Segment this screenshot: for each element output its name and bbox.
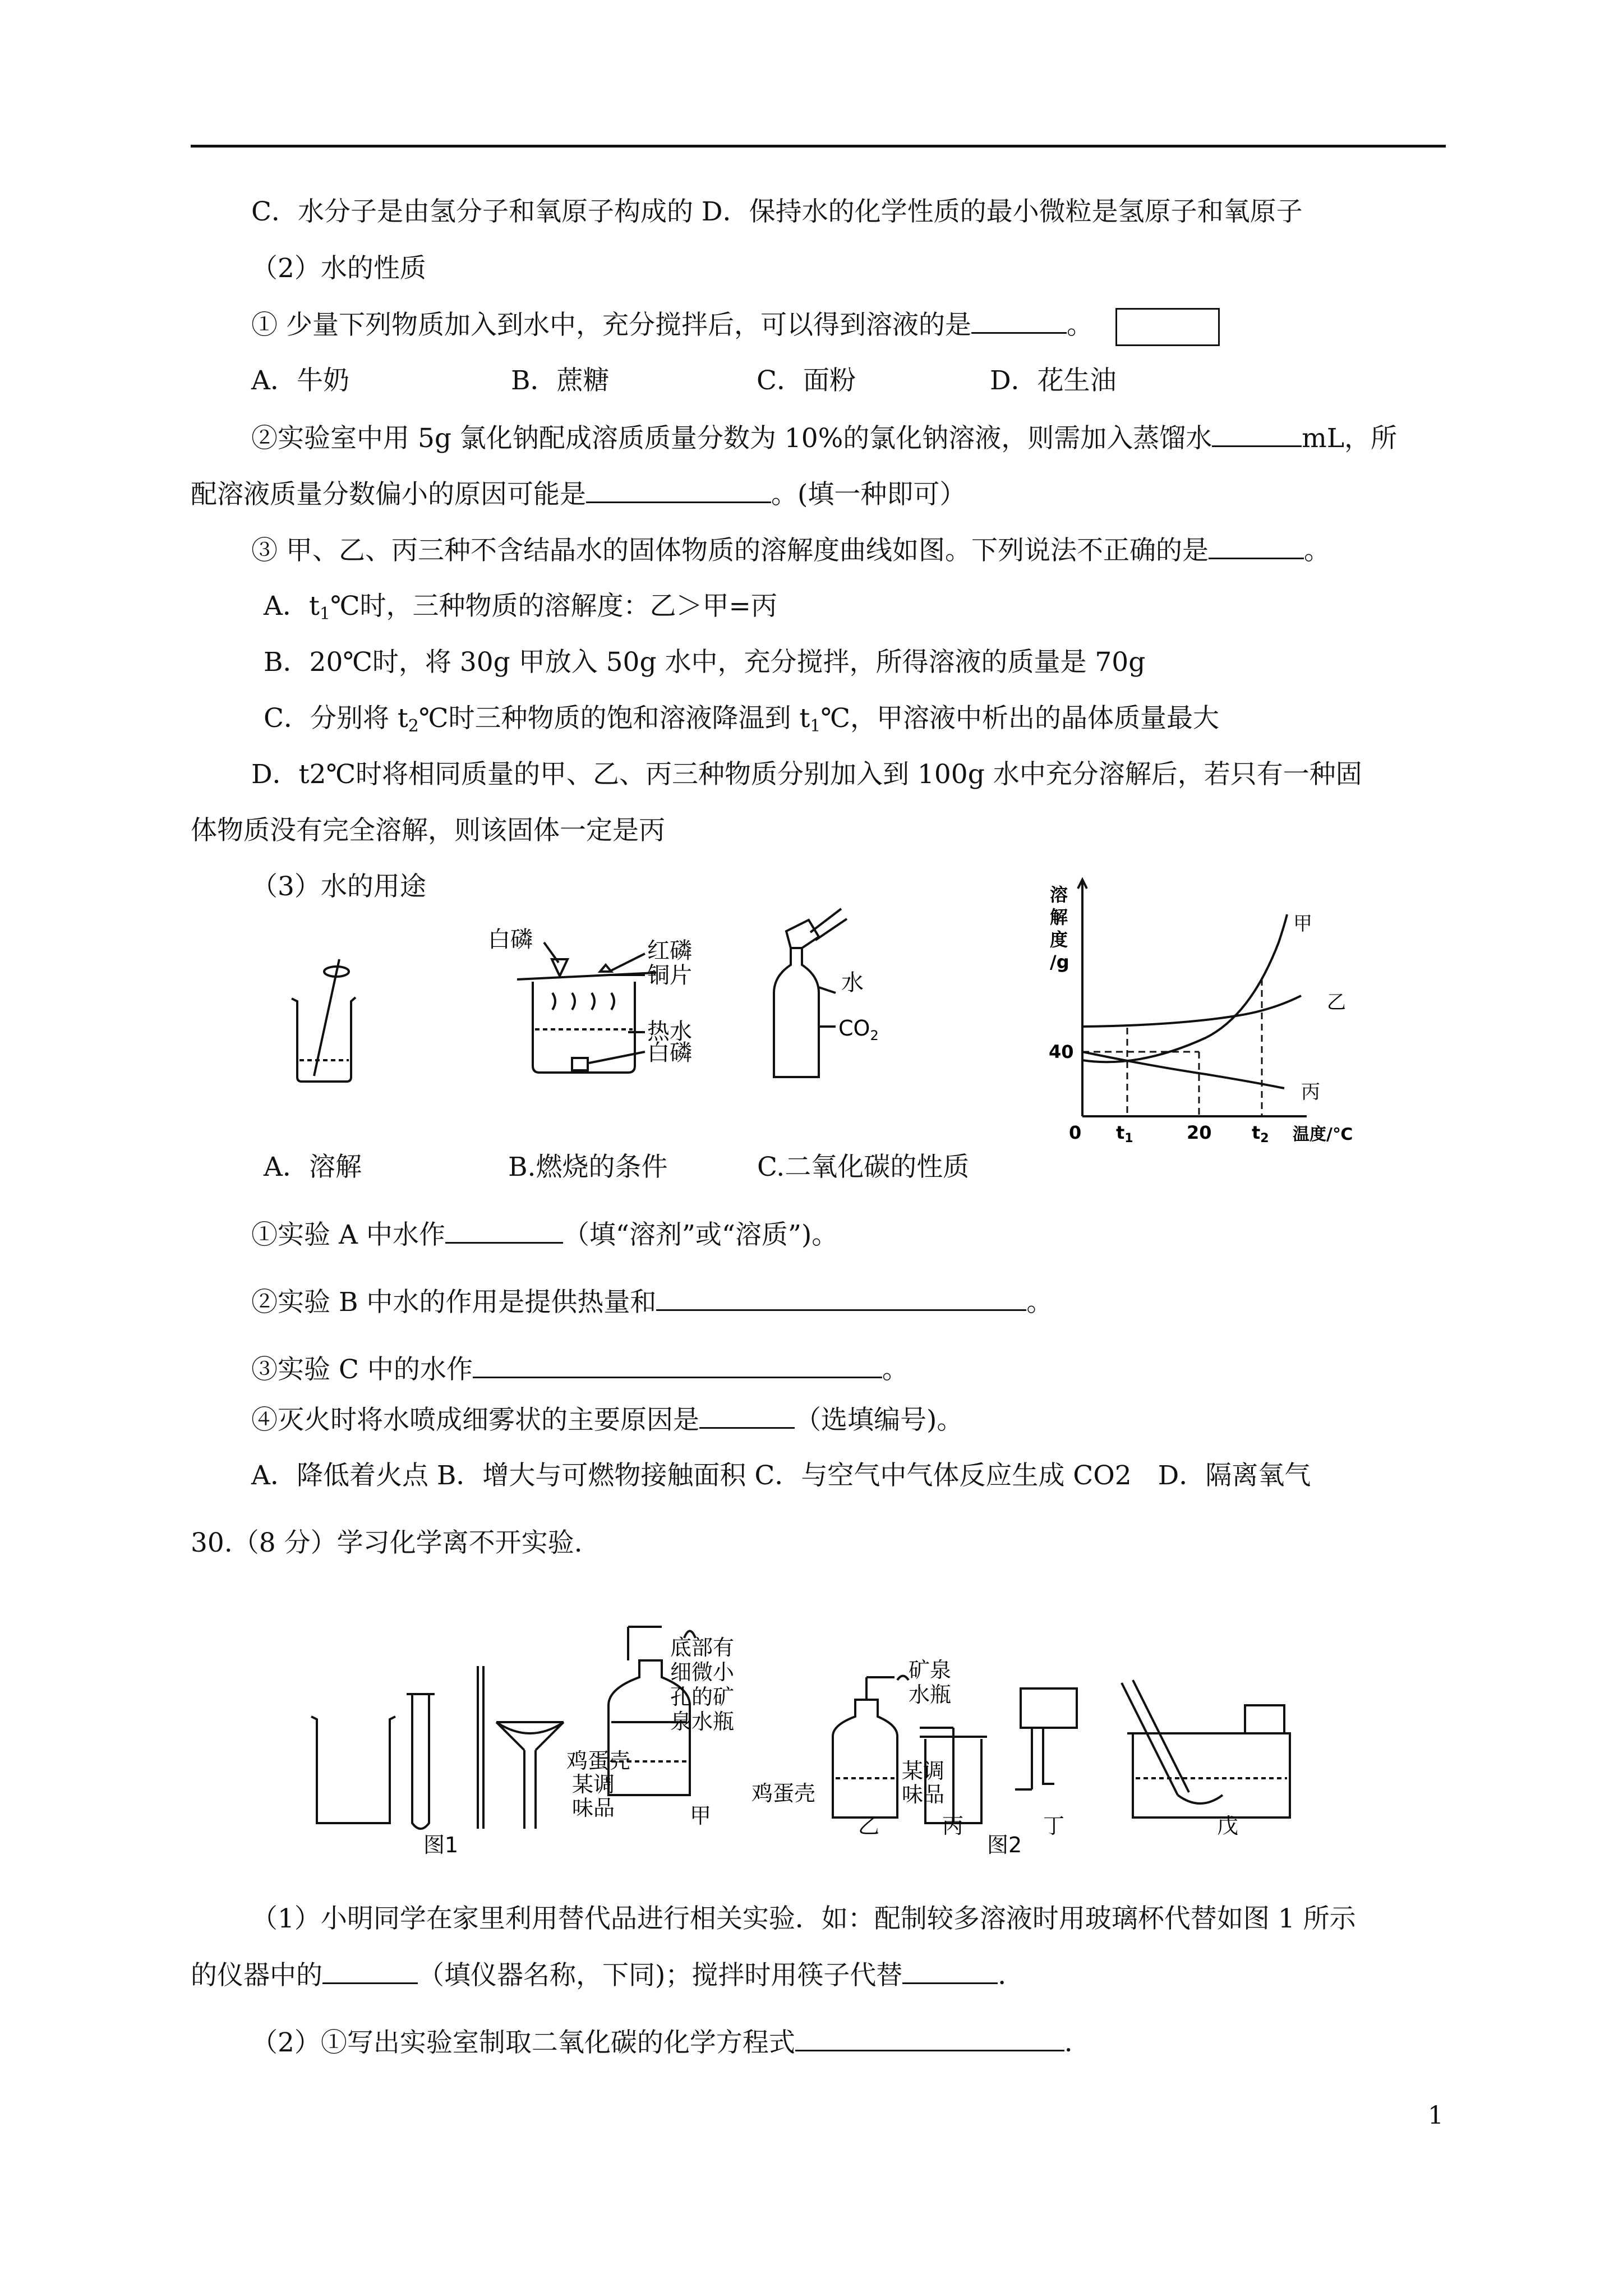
ylabel-char: /g xyxy=(1050,951,1069,973)
answer-blank[interactable] xyxy=(795,2025,1064,2051)
co2-bottle-figure xyxy=(757,898,903,1088)
label-eggshell-2: 鸡蛋壳 xyxy=(751,1781,816,1806)
label-bottle-desc: 孔的矿 xyxy=(670,1685,735,1709)
beaker-stir-figure xyxy=(280,948,370,1088)
text: ②实验室中用 5g 氯化钠配成溶质质量分数为 10%的氯化钠溶液，则需加入蒸馏水 xyxy=(251,423,1212,454)
subscript: 1 xyxy=(810,716,821,736)
subscript: 1 xyxy=(319,604,330,624)
option-c: C．面粉 xyxy=(757,365,856,396)
curve-yi xyxy=(1082,996,1301,1027)
x-tick-t2: t2 xyxy=(1252,1122,1269,1145)
answer-blank[interactable] xyxy=(1212,421,1302,447)
curve-bing xyxy=(1082,1052,1284,1088)
text: 。 xyxy=(1026,1287,1053,1318)
label-copper-sheet: 铜片 xyxy=(647,963,692,988)
caption-b: B.燃烧的条件 xyxy=(508,1152,668,1182)
label-jia: 甲 xyxy=(690,1803,712,1828)
ylabel-char: 溶 xyxy=(1050,884,1068,905)
label-bottle-desc: 细微小 xyxy=(670,1660,735,1685)
text: ． xyxy=(1064,2027,1091,2058)
label-seasoning-2: 某调 xyxy=(902,1759,945,1783)
text: （填“溶剂”或“溶质”)。 xyxy=(562,1220,838,1250)
label-white-phosphorus: 白磷 xyxy=(488,927,533,953)
label-bottle-desc: 泉水瓶 xyxy=(670,1709,735,1734)
caption-c: C.二氧化碳的性质 xyxy=(757,1152,970,1182)
question-3-3 xyxy=(251,1352,909,1387)
text: 。 xyxy=(1066,310,1093,341)
text: ． xyxy=(998,1960,1025,1991)
text: 配溶液质量分数偏小的原因可能是 xyxy=(191,479,586,510)
text: 体物质没有完全溶解，则该固体一定是丙 xyxy=(191,815,665,846)
label-seasoning-2: 味品 xyxy=(902,1782,945,1807)
option-a: A．牛奶 xyxy=(251,365,349,396)
text: C．分别将 t xyxy=(264,703,408,734)
line-option-cd xyxy=(251,195,1303,229)
choice-b xyxy=(264,645,1145,680)
text: （3）水的用途 xyxy=(251,871,426,902)
text: mL，所 xyxy=(1302,423,1398,454)
solubility-chart xyxy=(1038,875,1374,1150)
option-b: B．蔗糖 xyxy=(511,365,610,396)
answer-blank[interactable] xyxy=(902,1958,998,1984)
header-rule xyxy=(191,145,1446,148)
combustion-figure xyxy=(477,926,729,1094)
text: 的仪器中的 xyxy=(191,1960,322,1991)
text: A．降低着火点 B．增大与可燃物接触面积 C．与空气中气体反应生成 CO2 D．隔离氧气 xyxy=(251,1460,1311,1491)
question-3-1 xyxy=(251,1217,838,1253)
answer-box[interactable] xyxy=(1115,308,1220,346)
text: （2）①写出实验室制取二氧化碳的化学方程式 xyxy=(251,2027,795,2058)
text: （填仪器名称，下同)；搅拌时用筷子代替 xyxy=(418,1960,903,1991)
answer-blank[interactable] xyxy=(1209,533,1304,559)
option-d: D．花生油 xyxy=(990,365,1117,396)
answer-blank[interactable] xyxy=(473,1352,882,1378)
answer-blank[interactable] xyxy=(322,1958,418,1984)
subscript: 2 xyxy=(870,1028,879,1043)
y-tick-40: 40 xyxy=(1049,1041,1074,1062)
choice-d xyxy=(251,757,1362,792)
curve-jia xyxy=(1082,914,1287,1062)
label-bottle-yi: 矿泉 xyxy=(909,1658,952,1682)
label-white-phosphorus-2: 白磷 xyxy=(647,1040,692,1066)
question-3 xyxy=(251,533,1330,568)
label-water: 水 xyxy=(841,970,864,996)
question-3-2 xyxy=(251,1285,1053,1320)
text: （选填编号)。 xyxy=(795,1405,963,1435)
text: ① 少量下列物质加入到水中，充分搅拌后，可以得到溶液的是 xyxy=(251,310,971,341)
text: ℃时三种物质的饱和溶液降温到 t xyxy=(418,703,810,734)
choice-d-cont xyxy=(191,813,665,848)
series-label-bing: 丙 xyxy=(1301,1081,1320,1103)
text: D．t2℃时将相同质量的甲、乙、丙三种物质分别加入到 100g 水中充分溶解后，若只有一种固 xyxy=(251,759,1362,790)
x-axis-label: 温度/℃ xyxy=(1293,1125,1353,1144)
text: （1）小明同学在家里利用替代品进行相关实验．如：配制较多溶液时用玻璃杯代替如图 1 所示 xyxy=(251,1903,1356,1934)
text: ②实验 B 中水的作用是提供热量和 xyxy=(251,1287,657,1318)
caption-a: A．溶解 xyxy=(264,1152,362,1182)
ylabel-char: 解 xyxy=(1050,907,1068,928)
apparatus-figure xyxy=(303,1610,1368,1857)
text: ①实验 A 中水作 xyxy=(251,1220,445,1250)
section-2-title xyxy=(251,251,426,286)
x-tick-20: 20 xyxy=(1187,1122,1212,1143)
question-30-title xyxy=(191,1526,583,1561)
answer-blank[interactable] xyxy=(699,1402,795,1429)
question-30-1-cont xyxy=(191,1958,1024,1993)
choice-a xyxy=(264,589,777,632)
choice-c xyxy=(264,701,1219,744)
label-hot-water: 热水 xyxy=(647,1019,692,1045)
text: （2）水的性质 xyxy=(251,253,426,284)
text: ④灭火时将水喷成细雾状的主要原因是 xyxy=(251,1405,699,1435)
question-30-2 xyxy=(251,2025,1091,2060)
label-red-phosphorus: 红磷 xyxy=(647,938,692,964)
label-seasoning-1: 味品 xyxy=(572,1796,615,1820)
label-bing: 丙 xyxy=(942,1814,964,1838)
text: ③实验 C 中的水作 xyxy=(251,1354,473,1385)
answer-blank[interactable] xyxy=(971,307,1067,334)
label-bottle-yi: 水瓶 xyxy=(909,1682,952,1707)
answer-blank[interactable] xyxy=(445,1217,563,1244)
question-1 xyxy=(251,307,1220,346)
label-co2 xyxy=(838,1016,879,1043)
question-3-4 xyxy=(251,1402,963,1438)
text: ℃时，三种物质的溶解度：乙＞甲=丙 xyxy=(330,591,777,622)
text: C．水分子是由氢分子和氧原子构成的 D．保持水的化学性质的最小微粒是氢原子和氧原子 xyxy=(251,196,1303,227)
series-label-jia: 甲 xyxy=(1293,913,1312,935)
options-row xyxy=(251,364,1117,398)
section-3-title xyxy=(251,869,426,904)
text: ③ 甲、乙、丙三种不含结晶水的固体物质的溶解度曲线如图。下列说法不正确的是 xyxy=(251,535,1209,566)
text: 。 xyxy=(882,1354,909,1385)
ylabel-char: 度 xyxy=(1050,929,1068,950)
figure-2-label: 图2 xyxy=(987,1833,1022,1857)
text: CO xyxy=(838,1016,870,1041)
text: A．t xyxy=(264,591,320,622)
text: 。(填一种即可） xyxy=(771,479,966,510)
question-2 xyxy=(251,421,1397,456)
question-2-cont xyxy=(191,477,966,512)
text: ℃，甲溶液中析出的晶体质量最大 xyxy=(820,703,1219,734)
page-number: 1 xyxy=(1428,2101,1444,2130)
text: 30.（8 分）学习化学离不开实验. xyxy=(191,1527,583,1558)
question-3-4-options xyxy=(251,1458,1311,1493)
figure-1-label: 图1 xyxy=(423,1833,459,1857)
x-tick-0: 0 xyxy=(1069,1122,1082,1143)
label-ding: 丁 xyxy=(1043,1814,1065,1838)
question-30-1 xyxy=(251,1902,1356,1936)
answer-blank[interactable] xyxy=(586,477,771,503)
text: B．20℃时，将 30g 甲放入 50g 水中，充分搅拌，所得溶液的质量是 70g xyxy=(264,647,1146,678)
answer-blank[interactable] xyxy=(656,1285,1026,1311)
label-bottle-desc: 底部有 xyxy=(670,1635,735,1660)
label-seasoning-1: 某调 xyxy=(572,1772,615,1797)
text: 。 xyxy=(1303,535,1330,566)
series-label-yi: 乙 xyxy=(1327,991,1346,1014)
label-eggshell-1: 鸡蛋壳 xyxy=(566,1749,631,1773)
figure-captions xyxy=(264,1150,970,1185)
x-tick-t1: t1 xyxy=(1116,1122,1133,1145)
label-yi: 乙 xyxy=(858,1814,880,1838)
label-wu: 戊 xyxy=(1217,1814,1239,1838)
subscript: 2 xyxy=(408,716,419,736)
